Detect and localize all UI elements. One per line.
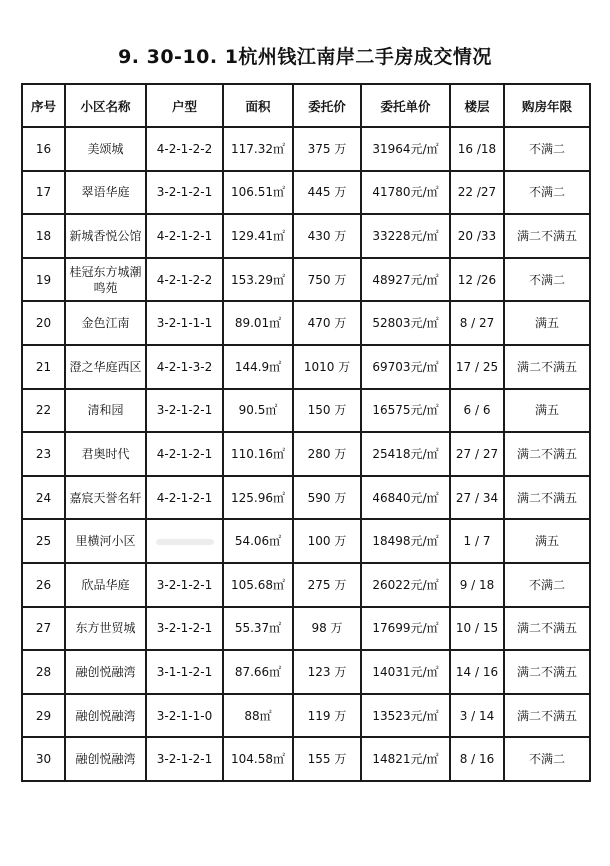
- cell-listing-price: 275 万: [293, 563, 361, 607]
- cell-unit-price: 14031元/㎡: [361, 650, 450, 694]
- cell-ownership-term: 满二不满五: [504, 432, 590, 476]
- cell-unit-price: 18498元/㎡: [361, 519, 450, 563]
- table-row: [22, 519, 590, 563]
- cell-layout: 4-2-1-2-1: [146, 476, 223, 520]
- cell-listing-price: 750 万: [293, 258, 361, 302]
- transactions-table: [21, 83, 591, 782]
- cell-area: 54.06㎡: [223, 519, 293, 563]
- cell-serial-number: 24: [22, 476, 65, 520]
- cell-serial-number: 28: [22, 650, 65, 694]
- cell-floor: 27 / 34: [450, 476, 504, 520]
- cell-community-name: 桂冠东方城潮鸣苑: [65, 258, 146, 302]
- table-row: [22, 737, 590, 781]
- cell-area: 88㎡: [223, 694, 293, 738]
- cell-serial-number: 22: [22, 389, 65, 433]
- cell-layout: 3-2-1-2-1: [146, 607, 223, 651]
- page-title: 9. 30-10. 1杭州钱江南岸二手房成交情况: [118, 46, 492, 68]
- cell-serial-number: 23: [22, 432, 65, 476]
- cell-area: 90.5㎡: [223, 389, 293, 433]
- cell-ownership-term: 满二不满五: [504, 694, 590, 738]
- table-row: [22, 607, 590, 651]
- cell-listing-price: 155 万: [293, 737, 361, 781]
- cell-layout: 4-2-1-2-1: [146, 432, 223, 476]
- cell-listing-price: 1010 万: [293, 345, 361, 389]
- cell-serial-number: 19: [22, 258, 65, 302]
- cell-community-name: 融创悦融湾: [65, 650, 146, 694]
- cell-floor: 22 /27: [450, 171, 504, 215]
- cell-community-name: 东方世贸城: [65, 607, 146, 651]
- cell-listing-price: 123 万: [293, 650, 361, 694]
- cell-community-name: 融创悦融湾: [65, 737, 146, 781]
- cell-community-name: 澄之华庭西区: [65, 345, 146, 389]
- table-row: [22, 650, 590, 694]
- cell-serial-number: 25: [22, 519, 65, 563]
- cell-serial-number: 17: [22, 171, 65, 215]
- cell-area: 104.58㎡: [223, 737, 293, 781]
- table-row: [22, 694, 590, 738]
- table-row: [22, 127, 590, 171]
- cell-community-name: 清和园: [65, 389, 146, 433]
- cell-ownership-term: 满五: [504, 301, 590, 345]
- cell-unit-price: 41780元/㎡: [361, 171, 450, 215]
- cell-serial-number: 29: [22, 694, 65, 738]
- cell-layout: 3-2-1-2-1: [146, 389, 223, 433]
- cell-floor: 16 /18: [450, 127, 504, 171]
- cell-ownership-term: 满二不满五: [504, 476, 590, 520]
- cell-layout: 3-1-1-2-1: [146, 650, 223, 694]
- cell-listing-price: 445 万: [293, 171, 361, 215]
- cell-layout: 3-2-1-1-1: [146, 301, 223, 345]
- cell-serial-number: 16: [22, 127, 65, 171]
- cell-area: 153.29㎡: [223, 258, 293, 302]
- cell-unit-price: 31964元/㎡: [361, 127, 450, 171]
- cell-layout: 3-2-1-2-1: [146, 171, 223, 215]
- table-row: [22, 345, 590, 389]
- cell-community-name: 金色江南: [65, 301, 146, 345]
- cell-serial-number: 18: [22, 214, 65, 258]
- cell-floor: 12 /26: [450, 258, 504, 302]
- cell-listing-price: 100 万: [293, 519, 361, 563]
- cell-community-name: 欣品华庭: [65, 563, 146, 607]
- cell-community-name: 君奥时代: [65, 432, 146, 476]
- cell-listing-price: 470 万: [293, 301, 361, 345]
- cell-layout: 3-2-1-2-1: [146, 737, 223, 781]
- cell-layout: 4-2-1-3-2: [146, 345, 223, 389]
- cell-layout: 3-2-1-2-1: [146, 563, 223, 607]
- cell-floor: 10 / 15: [450, 607, 504, 651]
- cell-ownership-term: 不满二: [504, 258, 590, 302]
- cell-ownership-term: 不满二: [504, 563, 590, 607]
- table-row: [22, 563, 590, 607]
- cell-ownership-term: 满五: [504, 519, 590, 563]
- cell-unit-price: 46840元/㎡: [361, 476, 450, 520]
- cell-serial-number: 26: [22, 563, 65, 607]
- cell-floor: 20 /33: [450, 214, 504, 258]
- cell-listing-price: 590 万: [293, 476, 361, 520]
- table-row: [22, 258, 590, 302]
- cell-layout: 4-2-1-2-2: [146, 258, 223, 302]
- cell-listing-price: 280 万: [293, 432, 361, 476]
- cell-unit-price: 16575元/㎡: [361, 389, 450, 433]
- cell-area: 144.9㎡: [223, 345, 293, 389]
- cell-unit-price: 69703元/㎡: [361, 345, 450, 389]
- header-community-name: 小区名称: [65, 84, 146, 127]
- header-layout: 户型: [146, 84, 223, 127]
- cell-serial-number: 27: [22, 607, 65, 651]
- table-row: [22, 389, 590, 433]
- cell-listing-price: 430 万: [293, 214, 361, 258]
- cell-community-name: 嘉宸天誉名轩: [65, 476, 146, 520]
- cell-community-name: 美颂城: [65, 127, 146, 171]
- cell-floor: 27 / 27: [450, 432, 504, 476]
- cell-serial-number: 20: [22, 301, 65, 345]
- cell-floor: 8 / 16: [450, 737, 504, 781]
- table-row: [22, 301, 590, 345]
- cell-area: 55.37㎡: [223, 607, 293, 651]
- cell-area: 117.32㎡: [223, 127, 293, 171]
- cell-floor: 17 / 25: [450, 345, 504, 389]
- cell-area: 125.96㎡: [223, 476, 293, 520]
- cell-floor: 14 / 16: [450, 650, 504, 694]
- cell-area: 106.51㎡: [223, 171, 293, 215]
- table-row: [22, 476, 590, 520]
- cell-ownership-term: 不满二: [504, 737, 590, 781]
- cell-serial-number: 30: [22, 737, 65, 781]
- cell-listing-price: 119 万: [293, 694, 361, 738]
- cell-serial-number: 21: [22, 345, 65, 389]
- cell-floor: 8 / 27: [450, 301, 504, 345]
- cell-unit-price: 13523元/㎡: [361, 694, 450, 738]
- cell-ownership-term: 满二不满五: [504, 345, 590, 389]
- cell-floor: 1 / 7: [450, 519, 504, 563]
- header-serial-number: 序号: [22, 84, 65, 127]
- cell-listing-price: 150 万: [293, 389, 361, 433]
- cell-unit-price: 48927元/㎡: [361, 258, 450, 302]
- cell-unit-price: 33228元/㎡: [361, 214, 450, 258]
- cell-floor: 6 / 6: [450, 389, 504, 433]
- cell-unit-price: 26022元/㎡: [361, 563, 450, 607]
- cell-area: 129.41㎡: [223, 214, 293, 258]
- header-listing-price: 委托价: [293, 84, 361, 127]
- cell-community-name: 翠语华庭: [65, 171, 146, 215]
- header-floor: 楼层: [450, 84, 504, 127]
- cell-unit-price: 17699元/㎡: [361, 607, 450, 651]
- table-row: [22, 214, 590, 258]
- cell-layout: 4-2-1-2-2: [146, 127, 223, 171]
- cell-listing-price: 98 万: [293, 607, 361, 651]
- cell-unit-price: 14821元/㎡: [361, 737, 450, 781]
- cell-unit-price: 25418元/㎡: [361, 432, 450, 476]
- cell-ownership-term: 满二不满五: [504, 214, 590, 258]
- cell-ownership-term: 不满二: [504, 127, 590, 171]
- table-row: [22, 432, 590, 476]
- cell-ownership-term: 不满二: [504, 171, 590, 215]
- cell-community-name: 里横河小区: [65, 519, 146, 563]
- header-unit-price: 委托单价: [361, 84, 450, 127]
- cell-community-name: 新城香悦公馆: [65, 214, 146, 258]
- cell-area: 110.16㎡: [223, 432, 293, 476]
- cell-area: 87.66㎡: [223, 650, 293, 694]
- table-header-row: [22, 84, 590, 127]
- header-area: 面积: [223, 84, 293, 127]
- cell-listing-price: 375 万: [293, 127, 361, 171]
- cell-layout: 3-2-1-1-0: [146, 694, 223, 738]
- cell-floor: 3 / 14: [450, 694, 504, 738]
- cell-ownership-term: 满二不满五: [504, 650, 590, 694]
- cell-area: 89.01㎡: [223, 301, 293, 345]
- cell-community-name: 融创悦融湾: [65, 694, 146, 738]
- redacted-blur: [156, 539, 214, 545]
- cell-ownership-term: 满五: [504, 389, 590, 433]
- cell-layout: [146, 519, 223, 563]
- cell-layout: 4-2-1-2-1: [146, 214, 223, 258]
- header-ownership-term: 购房年限: [504, 84, 590, 127]
- cell-ownership-term: 满二不满五: [504, 607, 590, 651]
- cell-floor: 9 / 18: [450, 563, 504, 607]
- cell-area: 105.68㎡: [223, 563, 293, 607]
- table-row: [22, 171, 590, 215]
- cell-unit-price: 52803元/㎡: [361, 301, 450, 345]
